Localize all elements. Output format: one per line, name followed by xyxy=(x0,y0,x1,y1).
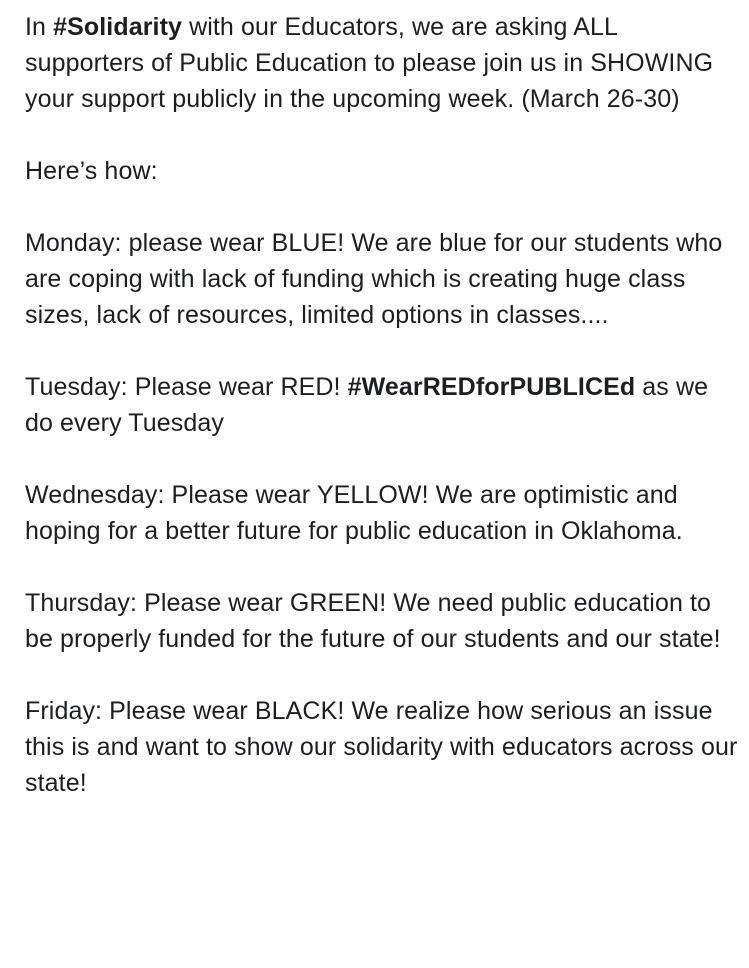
tuesday-text-before: Tuesday: Please wear RED! xyxy=(25,373,348,401)
wearredforpubliced-hashtag-link[interactable]: #WearREDforPUBLICEd xyxy=(347,373,636,401)
tuesday-text-after: as we do every Tuesday xyxy=(25,373,709,437)
intro-paragraph xyxy=(25,9,740,117)
friday-paragraph: Friday: Please wear BLACK! We realize how serious an issue this is and want to show our solidarity with educators across our state! xyxy=(25,697,738,797)
wednesday-paragraph: Wednesday: Please wear YELLOW! We are optimistic and hoping for a better future for public education in Oklahoma. xyxy=(25,481,683,545)
intro-text-after: with our Educators, we are asking ALL supporters of Public Education to please join us in SHOWING your support publicly in the upcoming week. (March 26-30) xyxy=(25,13,714,113)
solidarity-hashtag-link[interactable]: #Solidarity xyxy=(53,13,183,41)
monday-paragraph: Monday: please wear BLUE! We are blue for our students who are coping with lack of funding which is creating huge class sizes, lack of resources, limited options in classes.... xyxy=(25,229,723,329)
heres-how-paragraph: Here’s how: xyxy=(25,157,158,185)
tuesday-paragraph xyxy=(25,369,740,441)
post-body xyxy=(25,9,740,801)
thursday-paragraph: Thursday: Please wear GREEN! We need public education to be properly funded for the future of our students and our state! xyxy=(25,589,721,653)
intro-text-before: In xyxy=(25,13,54,41)
